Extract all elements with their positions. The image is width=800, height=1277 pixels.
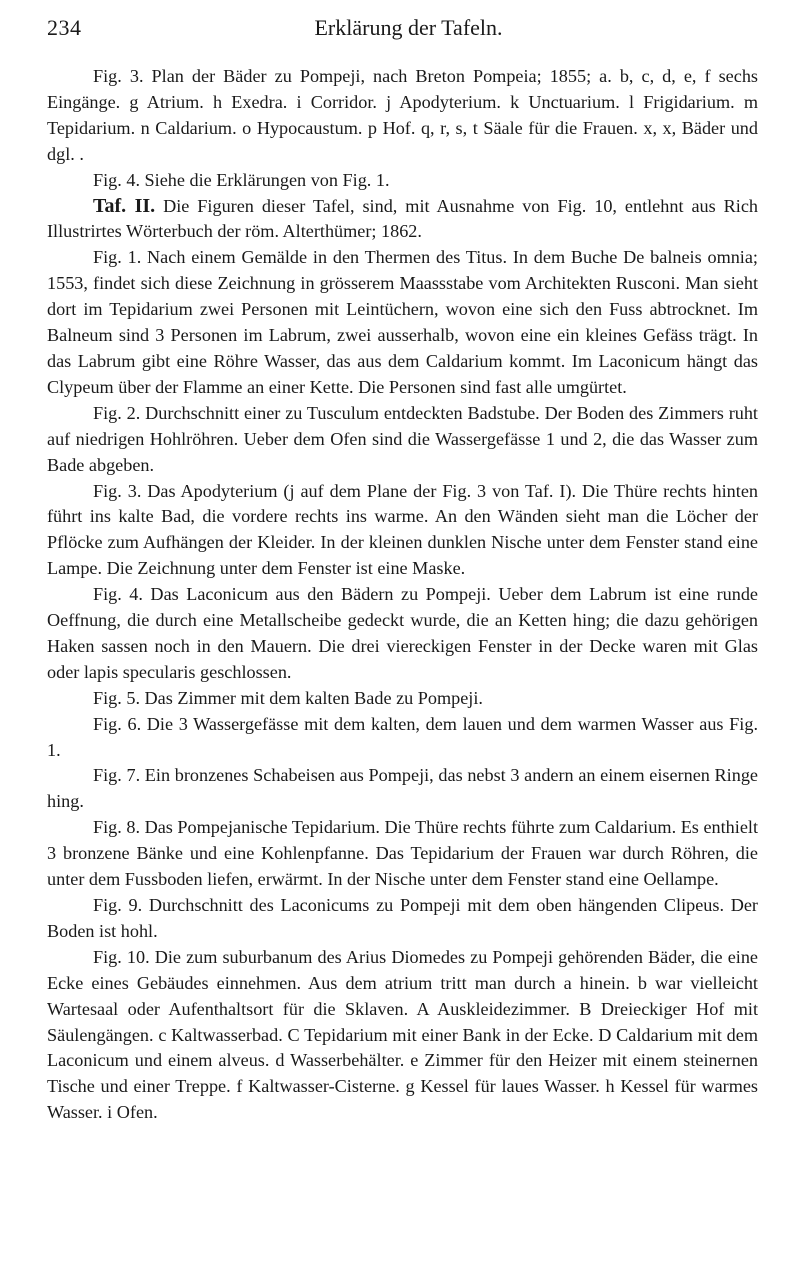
- running-head: [47, 6, 758, 50]
- paragraph-fig1: Fig. 1. Nach einem Gemälde in den Thermen des Titus. In dem Buche De balneis omnia; 1553, findet sich diese Zeichnung in grösserem Maassstabe vom Architekten Rusconi. Man sieht dort im Tepidarium zwei Personen mit Leintüchern, wovon eine sich den Fuss abtrocknet. Im Balneum sind 3 Personen im Labrum, zwei ausserhalb, wovon eine ein kleines Gefäss trägt. In das Labrum gibt eine Röhre Wasser, das aus dem Caldarium kommt. Im Laconicum hängt das Clypeum über der Flamme an einer Kette. Die Personen sind fast alle umgürtet.: [47, 247, 758, 397]
- paragraph-fig5: Fig. 5. Das Zimmer mit dem kalten Bade zu Pompeji.: [93, 687, 483, 708]
- paragraph-fig10: Fig. 10. Die zum suburbanum des Arius Diomedes zu Pompeji gehörenden Bäder, die eine Ecke eines Gebäudes einnehmen. Aus dem atrium tritt man durch a hinein. b war vielleicht Wartesaal oder Aufenthaltsort für die Sklaven. A Auskleidezimmer. B Dreieckiger Hof mit Säulengängen. c Kaltwasserbad. C Tepidarium mit einer Bank in der Ecke. D Caldarium mit dem Laconicum und einem alveus. d Wasserbehälter. e Zimmer für den Heizer mit einem steinernen Tische und einer Treppe. f Kaltwasser-Cisterne. g Kessel für laues Wasser. h Kessel für warmes Wasser. i Ofen.: [47, 946, 758, 1123]
- running-title: Erklärung der Tafeln.: [314, 15, 503, 40]
- tafel-2-intro-text: Die Figuren dieser Tafel, sind, mit Ausnahme von Fig. 10, entlehnt aus Rich Illustrirtes Wörterbuch der röm. Alterthümer; 1862.: [47, 195, 758, 242]
- paragraph-fig9: Fig. 9. Durchschnitt des Laconicums zu Pompeji mit dem oben hängenden Clipeus. Der Boden ist hohl.: [47, 895, 758, 941]
- paragraph-fig4: Fig. 4. Das Laconicum aus den Bädern zu Pompeji. Ueber dem Labrum ist eine runde Oeffnung, die durch eine Metallscheibe gedeckt wurde, die an Ketten hing; die dazu gehörigen Haken sassen noch in den Mauern. Die drei viereckigen Fenster in der Decke waren mit Glas oder lapis specularis geschlossen.: [47, 584, 758, 682]
- paragraph-fig2: Fig. 2. Durchschnitt einer zu Tusculum entdeckten Badstube. Der Boden des Zimmers ruht auf niedrigen Hohlröhren. Ueber dem Ofen sind die Wassergefässe 1 und 2, die das Wasser zum Bade abgeben.: [47, 402, 758, 475]
- paragraph-tafel-2-intro: [47, 194, 758, 246]
- paragraph-fig8: Fig. 8. Das Pompejanische Tepidarium. Die Thüre rechts führte zum Caldarium. Es enthielt 3 bronzene Bänke und eine Kohlenpfanne. Das Tepidarium der Frauen war durch Röhren, die unter dem Fussboden liefen, erwärmt. In der Nische unter dem Fenster stand eine Oellampe.: [47, 817, 758, 890]
- paragraph-fig7: Fig. 7. Ein bronzenes Schabeisen aus Pompeji, das nebst 3 andern an einem eisernen Ringe hing.: [47, 765, 758, 812]
- page-number: 234: [47, 15, 82, 40]
- paragraph-fig3-plan: Fig. 3. Plan der Bäder zu Pompeji, nach Breton Pompeia; 1855; a. b, c, d, e, f sechs Eingänge. g Atrium. h Exedra. i Corridor. j Apodyterium. k Unctuarium. l Frigidarium. m Tepidarium. n Caldarium. o Hypocaustum. p Hof. q, r, s, t Säale für die Frauen. x, x, Bäder und dgl. .: [47, 66, 758, 164]
- paragraph-fig4-reference: Fig. 4. Siehe die Erklärungen von Fig. 1.: [93, 169, 390, 190]
- paragraph-fig3: Fig. 3. Das Apodyterium (j auf dem Plane der Fig. 3 von Taf. I). Die Thüre rechts hinten führt ins kalte Bad, die vordere rechts ins warme. An den Wänden sieht man die Löcher der Pflöcke zum Aufhängen der Kleider. In der kleinen dunklen Nische unter dem Fenster stand eine Lampe. Die Zeichnung unter dem Fenster ist eine Maske.: [47, 480, 758, 579]
- tafel-label: Taf. II.: [93, 194, 156, 217]
- body-text: [47, 64, 758, 1126]
- paragraph-fig6: Fig. 6. Die 3 Wassergefässe mit dem kalten, dem lauen und dem warmen Wasser aus Fig. 1.: [47, 713, 758, 760]
